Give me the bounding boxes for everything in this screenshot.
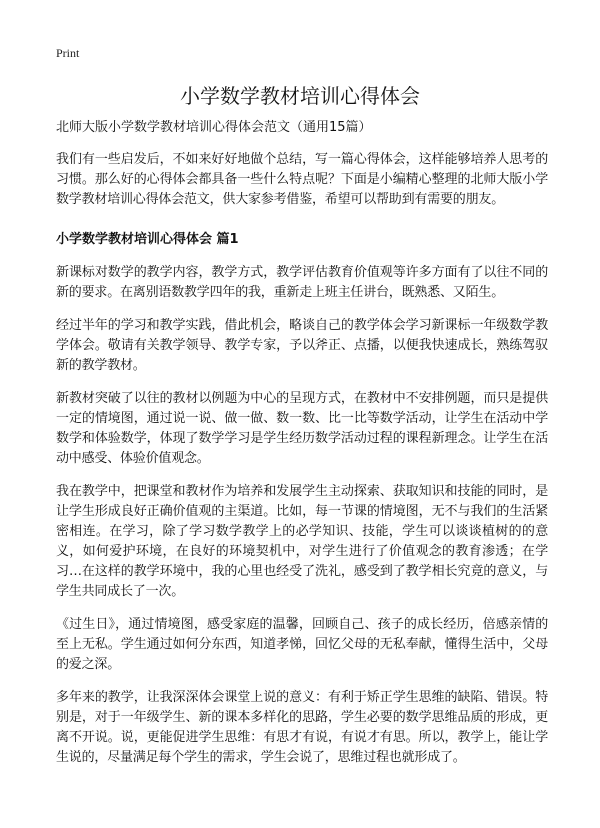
body-paragraph-4: 我在教学中，把课堂和教材作为培养和发展学生主动探索、获取知识和技能的同时，是让学生形成良好正确价值观的主渠道。比如，每一节课的情境图，无不与我们的生活紧密相连。在学习，除了学习数学教学上的必学知识、技能，学生可以谈谈植树的的意义，如何爱护环境，在良好的环境契机中，对学生进行了价值观念的教育渗透；在学习…在这样的教学环境中，我的心里也经受了洗礼，感受到了教学相长究竟的意义，与学生共同成长了一次。 xyxy=(56,484,548,599)
body-paragraph-3: 新教材突破了以往的教材以例题为中心的呈现方式，在教材中不安排例题，而只是提供一定的情境图，通过说一说、做一做、数一数、比一比等数学活动，让学生在活动中学数学和体验数学，体现了数学学习是学生经历数学活动过程的课程新理念。让学生在活动中感受、体验价值观念。 xyxy=(56,391,548,466)
body-paragraph-5: 《过生日》，通过情境图，感受家庭的温馨，回顾自己、孩子的成长经历，倍感亲情的至上无私。学生通过如何分东西，知道孝悌，回忆父母的无私奉献，懂得生活中，父母的爱之深。 xyxy=(56,617,548,672)
document-body xyxy=(56,118,548,781)
print-link[interactable]: Print xyxy=(56,46,80,60)
intro-paragraph: 我们有一些启发后，不如来好好地做个总结，写一篇心得体会，这样能够培养人思考的习惯。那么好的心得体会都具备一些什么特点呢？下面是小编精心整理的北师大版小学数学教材培训心得体会范文，供大家参考借鉴，希望可以帮助到有需要的朋友。 xyxy=(56,152,548,207)
body-paragraph-2: 经过半年的学习和教学实践，借此机会，略谈自己的教学体会学习新课标一年级数学教学体会。敬请有关教学领导、教学专家，予以斧正、点播，以便我快速成长，熟练驾驭新的教学教材。 xyxy=(56,318,548,373)
document-subtitle: 北师大版小学数学教材培训心得体会范文（通用15篇） xyxy=(56,120,372,135)
section-heading: 小学数学教材培训心得体会 篇1 xyxy=(56,232,239,247)
body-paragraph-1: 新课标对数学的教学内容，教学方式，教学评估教育价值观等许多方面有了以往不同的新的要求。在离别语数教学四年的我，重新走上班主任讲台，既熟悉、又陌生。 xyxy=(56,265,548,300)
body-paragraph-6: 多年来的教学，让我深深体会课堂上说的意义：有利于矫正学生思维的缺陷、错误。特别是，对于一年级学生、新的课本多样化的思路，学生必要的数学思维品质的形成，更离不开说。说，更能促进学生思维：有思才有说，有说才有思。所以，教学上，能让学生说的，尽量满足每个学生的需求，学生会说了，思维过程也就形成了。 xyxy=(56,690,548,765)
document-title: 小学数学教材培训心得体会 xyxy=(180,84,420,108)
